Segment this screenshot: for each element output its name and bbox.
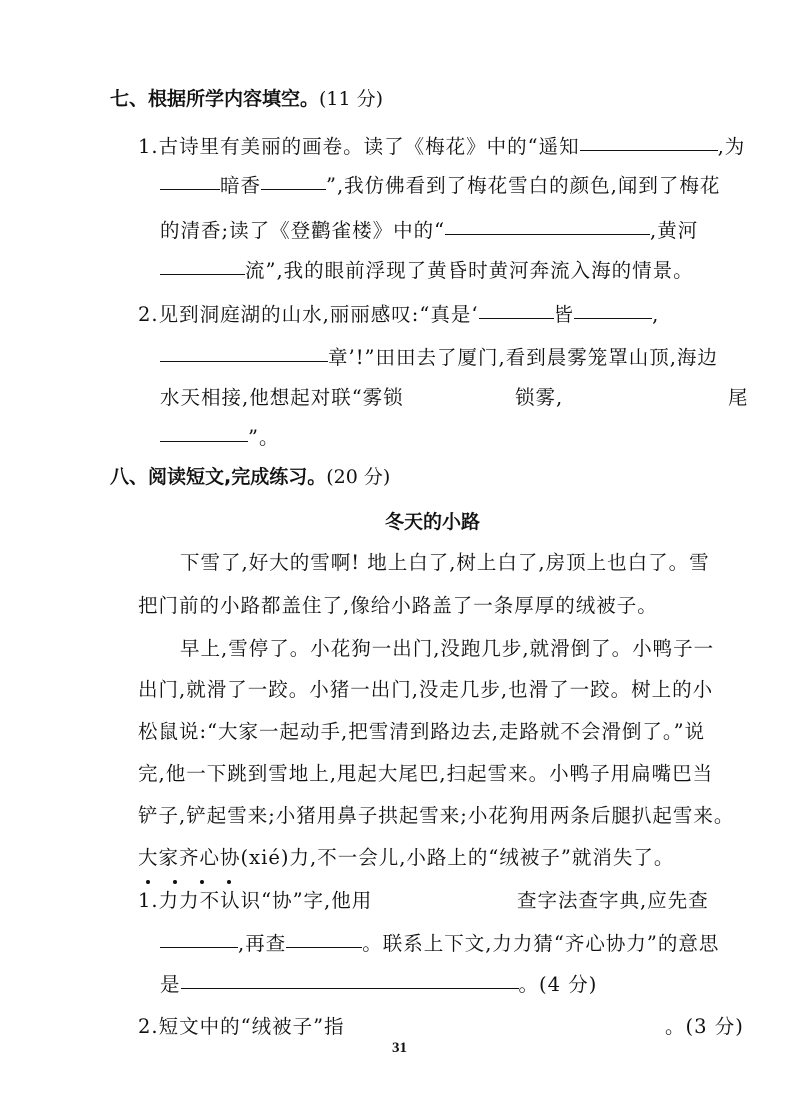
s8-q2-line1-end [665, 1011, 744, 1039]
s8-q1-line3 [160, 969, 597, 997]
s7-q2-line2 [160, 342, 718, 370]
text: 2.见到洞庭湖的山水,丽丽感叹:“真是‘ [138, 303, 479, 326]
answer-blank[interactable] [479, 317, 554, 319]
answer-blank[interactable] [160, 946, 238, 948]
answer-blank[interactable] [445, 233, 650, 235]
section7-title-text: 七、根据所学内容填空。 [110, 88, 320, 110]
section7-title [110, 84, 383, 111]
answer-blank[interactable] [261, 188, 326, 190]
text: 。(3 分) [665, 1015, 744, 1038]
s7-q1-line1 [138, 131, 745, 159]
emphasis-dot [173, 880, 177, 884]
emphasis-dot [146, 880, 150, 884]
emphasis-dot [200, 880, 204, 884]
text: ,再查 [238, 932, 287, 955]
s7-q2-line1 [138, 299, 659, 327]
text: 章’!”田田去了厦门,看到晨雾笼罩山顶,海边 [328, 346, 718, 369]
story-p1-line1: 下雪了,好大的雪啊! 地上白了,树上白了,房顶上也白了。雪 [180, 551, 710, 574]
answer-blank[interactable] [574, 317, 652, 319]
s8-q1-line2 [160, 928, 719, 956]
s7-q2-line3 [160, 382, 404, 410]
text: ”,我仿佛看到了梅花雪白的颜色,闻到了梅花 [326, 174, 721, 197]
story-p1-line2: 把门前的小路都盖住了,像给小路盖了一条厚厚的绒被子。 [138, 594, 658, 617]
section8-title-text: 八、阅读短文,完成练习。 [110, 466, 327, 488]
story-p2-line1: 早上,雪停了。小花狗一出门,没跑几步,就滑倒了。小鸭子一 [180, 637, 715, 660]
story-p2-line2: 出门,就滑了一跤。小猪一出门,没走几步,也滑了一跤。树上的小 [138, 678, 714, 701]
text: 流”,我的眼前浮现了黄昏时黄河奔流入海的情景。 [245, 259, 694, 282]
answer-blank[interactable] [160, 273, 245, 275]
answer-blank[interactable] [580, 149, 718, 151]
page-number: 31 [392, 1040, 407, 1056]
s7-q1-line4 [160, 255, 694, 283]
text: 查字法查字典,应先查 [517, 889, 709, 912]
s7-q1-line3 [160, 215, 698, 243]
text: 。(4 分) [518, 973, 598, 996]
text: 。联系上下文,力力猜“齐心协力”的意思 [362, 932, 720, 955]
text: , [652, 303, 660, 326]
text: 水天相接,他想起对联“雾锁 [160, 386, 404, 409]
story-title: 冬天的小路 [385, 511, 481, 533]
section8-score: (20 分) [326, 466, 391, 488]
story-p2-line6: 大家齐心协(xié)力,不一会儿,小路上的“绒被子”就消失了。 [138, 846, 675, 869]
section8-title [110, 462, 390, 489]
story-p2-line4: 完,他一下跳到雪地上,甩起大尾巴,扫起雪来。小鸭子用扁嘴巴当 [138, 762, 714, 785]
text: ,为 [717, 135, 746, 158]
text: ”。 [248, 426, 280, 449]
text: 2.短文中的“绒被子”指 [138, 1015, 345, 1038]
text: 皆 [553, 303, 575, 326]
section7-score: (11 分) [319, 88, 384, 110]
answer-blank[interactable] [160, 188, 220, 190]
text: 的清香;读了《登鹳雀楼》中的“ [160, 219, 446, 242]
answer-blank[interactable] [160, 360, 328, 362]
s7-q2-line4 [160, 422, 279, 450]
text: 尾 [728, 386, 749, 409]
answer-blank[interactable] [181, 987, 519, 989]
s7-q2-line3-end [728, 382, 749, 410]
s7-q2-line3-mid [515, 382, 563, 410]
s7-q1-line2 [160, 170, 720, 198]
s8-q1-line1-end [517, 885, 709, 913]
text: 锁雾, [515, 386, 564, 409]
answer-blank[interactable] [160, 440, 248, 442]
s8-q1-line1 [138, 885, 372, 913]
answer-blank[interactable] [286, 946, 362, 948]
text: ,黄河 [650, 219, 699, 242]
emphasis-dot [227, 880, 231, 884]
story-p2-line5: 铲子,铲起雪来;小猪用鼻子拱起雪来;小花狗用两条后腿扒起雪来。 [138, 804, 735, 827]
story-p2-line3: 松鼠说:“大家一起动手,把雪清到路边去,走路就不会滑倒了。”说 [138, 720, 706, 743]
text: 1.古诗里有美丽的画卷。读了《梅花》中的“遥知 [138, 135, 580, 158]
s8-q2-line1 [138, 1011, 345, 1039]
text: 暗香 [220, 174, 262, 197]
text: 是 [160, 973, 181, 996]
text: 1.力力不认识“协”字,他用 [138, 889, 373, 912]
